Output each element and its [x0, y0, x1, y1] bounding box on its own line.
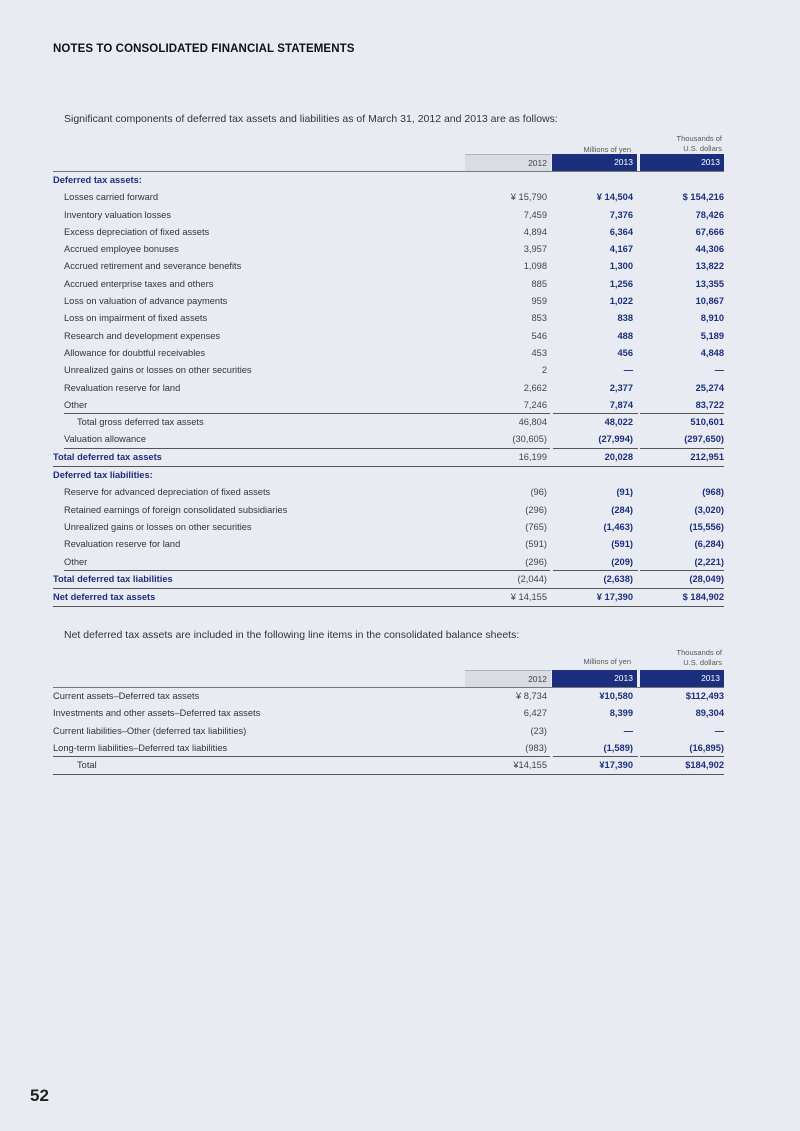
row-value-v2: 2,377 — [609, 382, 633, 393]
row-value-v1: 7,459 — [523, 209, 547, 220]
row-value-v2: 4,167 — [609, 244, 633, 255]
row-value-v3: 89,304 — [695, 708, 724, 719]
row-value-v1: (96) — [530, 487, 547, 498]
table-row — [53, 688, 724, 705]
table-row — [53, 397, 724, 414]
table-row — [53, 536, 724, 553]
row-label: Deferred tax assets: — [53, 175, 142, 185]
table-row — [53, 380, 724, 397]
row-value-v2: 20,028 — [604, 451, 633, 462]
row-label: Long-term liabilities–Deferred tax liabilities — [53, 742, 228, 753]
row-value-v1: 453 — [531, 347, 547, 358]
table2-unit-yen: Millions of yen — [583, 657, 631, 666]
table-row — [53, 258, 724, 275]
table-row — [53, 554, 724, 571]
table2-year-2012: 2012 — [465, 670, 551, 687]
row-value-v1: ¥14,155 — [513, 760, 547, 771]
row-label: Loss on impairment of fixed assets — [64, 313, 208, 324]
table-row — [53, 502, 724, 519]
row-value-v2: 1,022 — [609, 296, 633, 307]
row-label: Total — [77, 760, 97, 771]
table-row — [53, 484, 724, 501]
row-value-v3: (6,284) — [694, 539, 724, 550]
row-value-v3: 25,274 — [695, 382, 724, 393]
row-label: Accrued employee bonuses — [64, 244, 179, 255]
row-value-v3: 67,666 — [695, 226, 724, 237]
table1-intro: Significant components of deferred tax assets and liabilities as of March 31, 2012 and 2013 are as follows: — [64, 113, 558, 125]
row-value-v1: 1,098 — [523, 261, 547, 272]
row-value-v3: 8,910 — [700, 313, 724, 324]
row-value-v1: (30,605) — [512, 434, 547, 445]
row-label: Losses carried forward — [64, 192, 159, 203]
row-label: Current liabilities–Other (deferred tax liabilities) — [53, 725, 247, 736]
row-label: Investments and other assets–Deferred tax assets — [53, 708, 261, 719]
row-value-v2: ¥ 17,390 — [596, 592, 633, 603]
row-value-v1: (591) — [525, 539, 547, 550]
table2-year-2013-usd: 2013 — [640, 670, 724, 687]
table2-unit-usd-line2: U.S. dollars — [683, 658, 722, 667]
row-value-v3: — — [714, 365, 724, 376]
table-row — [53, 172, 724, 189]
row-label: Revaluation reserve for land — [64, 539, 181, 550]
row-value-v1: 46,804 — [518, 417, 547, 428]
row-value-v2: — — [623, 365, 633, 376]
row-label: Other — [64, 399, 88, 410]
row-value-v1: 2 — [541, 365, 547, 376]
table-row — [53, 757, 724, 775]
row-label: Accrued enterprise taxes and others — [64, 278, 214, 289]
row-value-v2: (591) — [611, 539, 633, 550]
table2-unit-usd-line1: Thousands of — [676, 648, 722, 657]
table-row — [53, 740, 724, 757]
row-label: Allowance for doubtful receivables — [64, 347, 206, 358]
row-value-v1: (983) — [525, 742, 547, 753]
row-value-v3: $184,902 — [685, 760, 724, 771]
row-value-v2: 7,376 — [609, 209, 633, 220]
row-value-v3: (297,650) — [684, 434, 724, 445]
row-value-v2: 48,022 — [604, 417, 633, 428]
row-value-v2: ¥10,580 — [599, 691, 633, 701]
row-label: Revaluation reserve for land — [64, 382, 181, 393]
row-label: Current assets–Deferred tax assets — [53, 691, 200, 701]
row-value-v3: 78,426 — [695, 209, 724, 220]
row-value-v1: (23) — [530, 725, 547, 736]
row-value-v3: 4,848 — [700, 347, 724, 358]
row-value-v1: 885 — [531, 278, 547, 289]
row-value-v3: 44,306 — [695, 244, 724, 255]
table-row — [53, 723, 724, 740]
row-value-v1: (2,044) — [517, 573, 547, 584]
row-value-v1: 959 — [531, 296, 547, 307]
row-value-v1: 16,199 — [518, 451, 547, 462]
table-row — [53, 207, 724, 224]
row-value-v1: ¥ 15,790 — [510, 192, 547, 203]
table-row — [53, 224, 724, 241]
row-value-v1: ¥ 8,734 — [515, 691, 547, 701]
table-row — [53, 519, 724, 536]
row-value-v3: (3,020) — [694, 504, 724, 515]
row-value-v2: (209) — [611, 556, 633, 567]
row-value-v2: 488 — [617, 330, 633, 341]
table1-unit-usd — [650, 134, 722, 154]
row-label: Total deferred tax liabilities — [53, 573, 173, 584]
row-value-v3: 510,601 — [690, 417, 724, 428]
row-value-v3: 13,822 — [695, 261, 724, 272]
table-row — [53, 310, 724, 327]
table1-year-2013-yen: 2013 — [552, 154, 637, 171]
table-row — [53, 431, 724, 448]
row-label: Other — [64, 556, 88, 567]
row-label: Total gross deferred tax assets — [77, 417, 204, 428]
row-label: Unrealized gains or losses on other securities — [64, 365, 252, 376]
row-label: Loss on valuation of advance payments — [64, 296, 228, 307]
table-row — [53, 189, 724, 206]
row-label: Research and development expenses — [64, 330, 221, 341]
row-value-v2: 7,874 — [609, 399, 633, 410]
page-number: 52 — [30, 1086, 49, 1105]
row-value-v2: 456 — [617, 347, 633, 358]
table2-unit-usd — [650, 648, 722, 668]
row-value-v2: 1,256 — [609, 278, 633, 289]
row-value-v1: ¥ 14,155 — [510, 592, 547, 603]
table2-year-2013-yen: 2013 — [552, 670, 637, 687]
row-value-v3: 5,189 — [700, 330, 724, 341]
balance-sheet-items-table — [53, 687, 724, 775]
table-row — [53, 362, 724, 379]
row-value-v3: 212,951 — [690, 451, 724, 462]
table-row — [53, 293, 724, 310]
row-value-v1: 3,957 — [523, 244, 547, 255]
row-value-v3: $ 154,216 — [682, 192, 724, 203]
row-label: Deferred tax liabilities: — [53, 470, 153, 481]
row-value-v3: $112,493 — [685, 691, 724, 701]
row-value-v2: 1,300 — [609, 261, 633, 272]
row-value-v1: 546 — [531, 330, 547, 341]
table-row — [53, 467, 724, 484]
table-row — [53, 328, 724, 345]
row-value-v3: $ 184,902 — [682, 592, 724, 603]
row-value-v2: — — [623, 725, 633, 736]
row-value-v3: 83,722 — [695, 399, 724, 410]
table-row — [53, 241, 724, 258]
row-value-v1: 6,427 — [523, 708, 547, 719]
table1-year-2012: 2012 — [465, 154, 551, 171]
row-label: Retained earnings of foreign consolidated subsidiaries — [64, 504, 288, 515]
row-label: Reserve for advanced depreciation of fixed assets — [64, 487, 271, 498]
row-value-v2: (284) — [611, 504, 633, 515]
row-label: Valuation allowance — [64, 434, 147, 445]
row-value-v3: (968) — [702, 487, 724, 498]
row-value-v3: (15,556) — [689, 521, 724, 532]
row-value-v3: — — [714, 725, 724, 736]
table-row — [53, 705, 724, 722]
row-value-v3: 13,355 — [695, 278, 724, 289]
table-row — [53, 276, 724, 293]
table1-unit-usd-line2: U.S. dollars — [683, 144, 722, 153]
row-value-v1: 7,246 — [523, 399, 547, 410]
table-row — [53, 571, 724, 589]
row-value-v1: 4,894 — [523, 226, 547, 237]
row-value-v1: 2,662 — [523, 382, 547, 393]
row-value-v2: (1,463) — [603, 521, 633, 532]
table1-unit-usd-line1: Thousands of — [676, 134, 722, 143]
row-label: Excess depreciation of fixed assets — [64, 226, 210, 237]
row-value-v2: (2,638) — [603, 573, 633, 584]
row-value-v2: (91) — [616, 487, 633, 498]
row-value-v1: (765) — [525, 521, 547, 532]
row-value-v2: 6,364 — [609, 226, 633, 237]
row-label: Accrued retirement and severance benefits — [64, 261, 242, 272]
row-value-v2: (1,589) — [603, 742, 633, 753]
table1-year-2013-usd: 2013 — [640, 154, 724, 171]
table-row — [53, 414, 724, 431]
row-label: Unrealized gains or losses on other securities — [64, 521, 252, 532]
row-value-v2: ¥ 14,504 — [596, 192, 633, 203]
row-value-v1: (296) — [525, 504, 547, 515]
table-row — [53, 345, 724, 362]
row-value-v3: 10,867 — [695, 296, 724, 307]
row-label: Net deferred tax assets — [53, 592, 156, 603]
row-value-v3: (2,221) — [694, 556, 724, 567]
row-value-v1: (296) — [525, 556, 547, 567]
table-row — [53, 589, 724, 607]
row-value-v2: (27,994) — [598, 434, 633, 445]
row-value-v2: 8,399 — [609, 708, 633, 719]
page-title: NOTES TO CONSOLIDATED FINANCIAL STATEMENTS — [53, 43, 355, 55]
row-value-v2: 838 — [617, 313, 633, 324]
row-value-v1: 853 — [531, 313, 547, 324]
table1-unit-yen: Millions of yen — [583, 145, 631, 154]
deferred-tax-table — [53, 171, 724, 607]
row-value-v2: ¥17,390 — [599, 760, 633, 771]
row-label: Inventory valuation losses — [64, 209, 171, 220]
table-row — [53, 449, 724, 467]
row-label: Total deferred tax assets — [53, 451, 162, 462]
table2-intro: Net deferred tax assets are included in the following line items in the consolidated balance sheets: — [64, 629, 520, 641]
row-value-v3: (16,895) — [689, 742, 724, 753]
row-value-v3: (28,049) — [689, 573, 724, 584]
